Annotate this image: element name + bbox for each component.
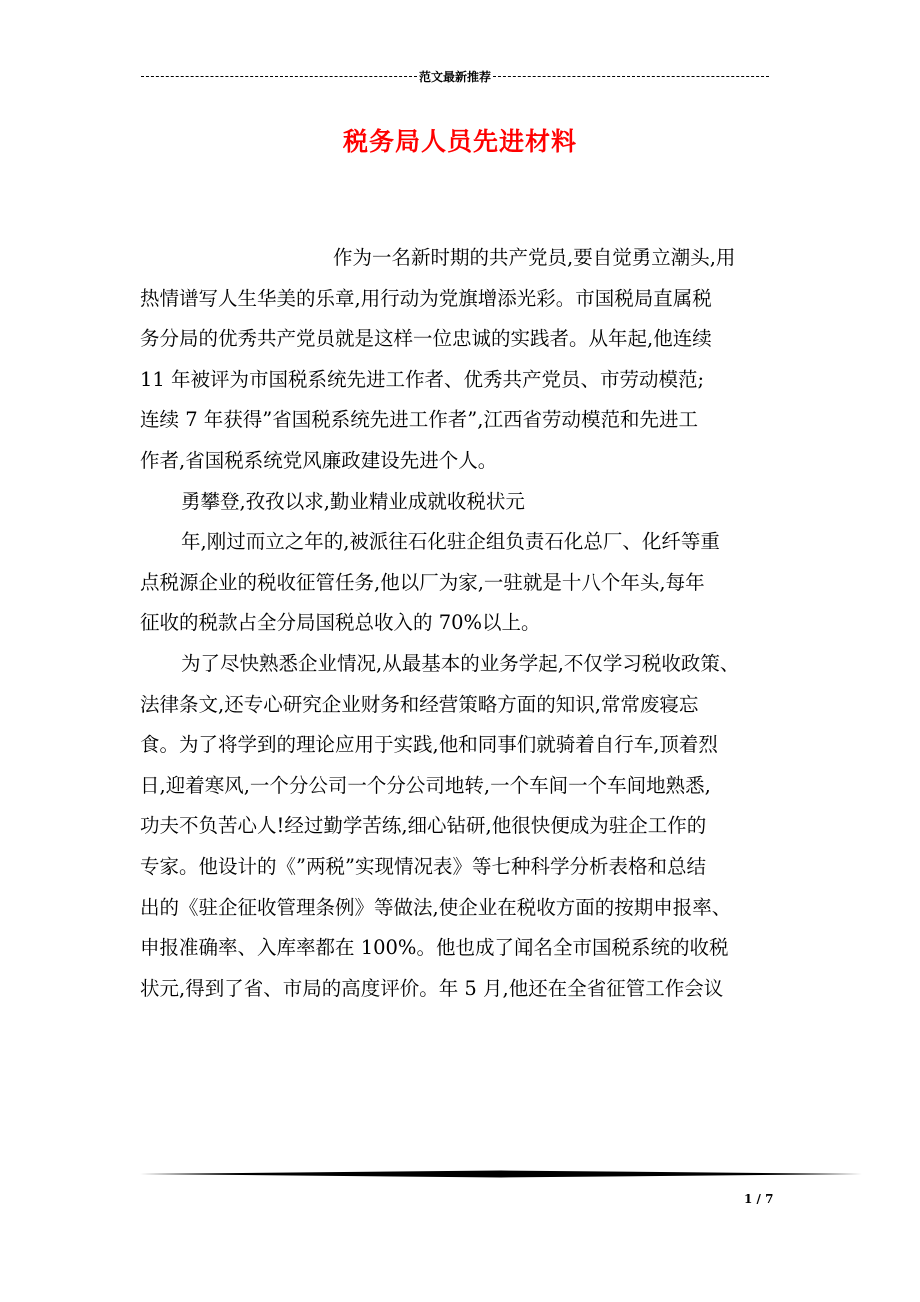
paragraph-line: 日,迎着寒风,一个分公司一个分公司地转,一个车间一个车间地熟悉, (140, 773, 711, 797)
paragraph-line: 出的《驻企征收管理条例》等做法,使企业在税收方面的按期申报率、 (140, 895, 732, 919)
paragraph-line: 年,刚过而立之年的,被派往石化驻企组负责石化总厂、化纤等重 (181, 530, 720, 554)
paragraph-line: 连续 7 年获得”省国税系统先进工作者”,江西省劳动模范和先进工 (140, 408, 698, 432)
header-label: 范文最新推荐 (419, 69, 492, 84)
paragraph-line: 专家。他设计的《”两税”实现情况表》等七种科学分析表格和总结 (140, 854, 706, 878)
paragraph-line: 务分局的优秀共产党员就是这样一位忠诚的实践者。从年起,他连续 (140, 327, 712, 351)
paragraph-line: 热情谱写人生华美的乐章,用行动为党旗增添光彩。市国税局直属税 (140, 286, 712, 310)
paragraph-line: 作为一名新时期的共产党员,要自觉勇立潮头,用 (333, 246, 736, 269)
section-heading: 勇攀登,孜孜以求,勤业精业成就收税状元 (181, 489, 525, 513)
paragraph-line: 点税源企业的税收征管任务,他以厂为家,一驻就是十八个年头,每年 (140, 570, 705, 594)
header-dashes-left (141, 76, 417, 77)
document-title: 税务局人员先进材料 (342, 127, 577, 156)
paragraph-line: 为了尽快熟悉企业情况,从最基本的业务学起,不仅学习税收政策、 (181, 651, 740, 675)
paragraph-line: 法律条文,还专心研究企业财务和经营策略方面的知识,常常废寝忘 (140, 692, 699, 716)
paragraph-line: 11 年被评为市国税系统先进工作者、优秀共产党员、市劳动模范; (140, 367, 705, 391)
paragraph-line: 状元,得到了省、市局的高度评价。年 5 月,他还在全省征管工作会议 (140, 976, 724, 1000)
paragraph-line: 功夫不负苦心人!经过勤学苦练,细心钻研,他很快便成为驻企工作的 (140, 814, 707, 838)
paragraph-line: 申报准确率、入库率都在 100%。他也成了闻名全市国税系统的收税 (140, 936, 729, 960)
paragraph-line: 征收的税款占全分局国税总收入的 70%以上。 (140, 611, 541, 635)
paragraph-line: 作者,省国税系统党风廉政建设先进个人。 (140, 448, 498, 472)
page-header (140, 66, 770, 86)
paragraph-line: 食。为了将学到的理论应用于实践,他和同事们就骑着自行车,顶着烈 (140, 733, 718, 757)
page-number: 1 / 7 (744, 1192, 774, 1206)
document-body (140, 238, 795, 1009)
footer-rule (140, 1170, 862, 1178)
header-dashes-right (493, 76, 769, 77)
